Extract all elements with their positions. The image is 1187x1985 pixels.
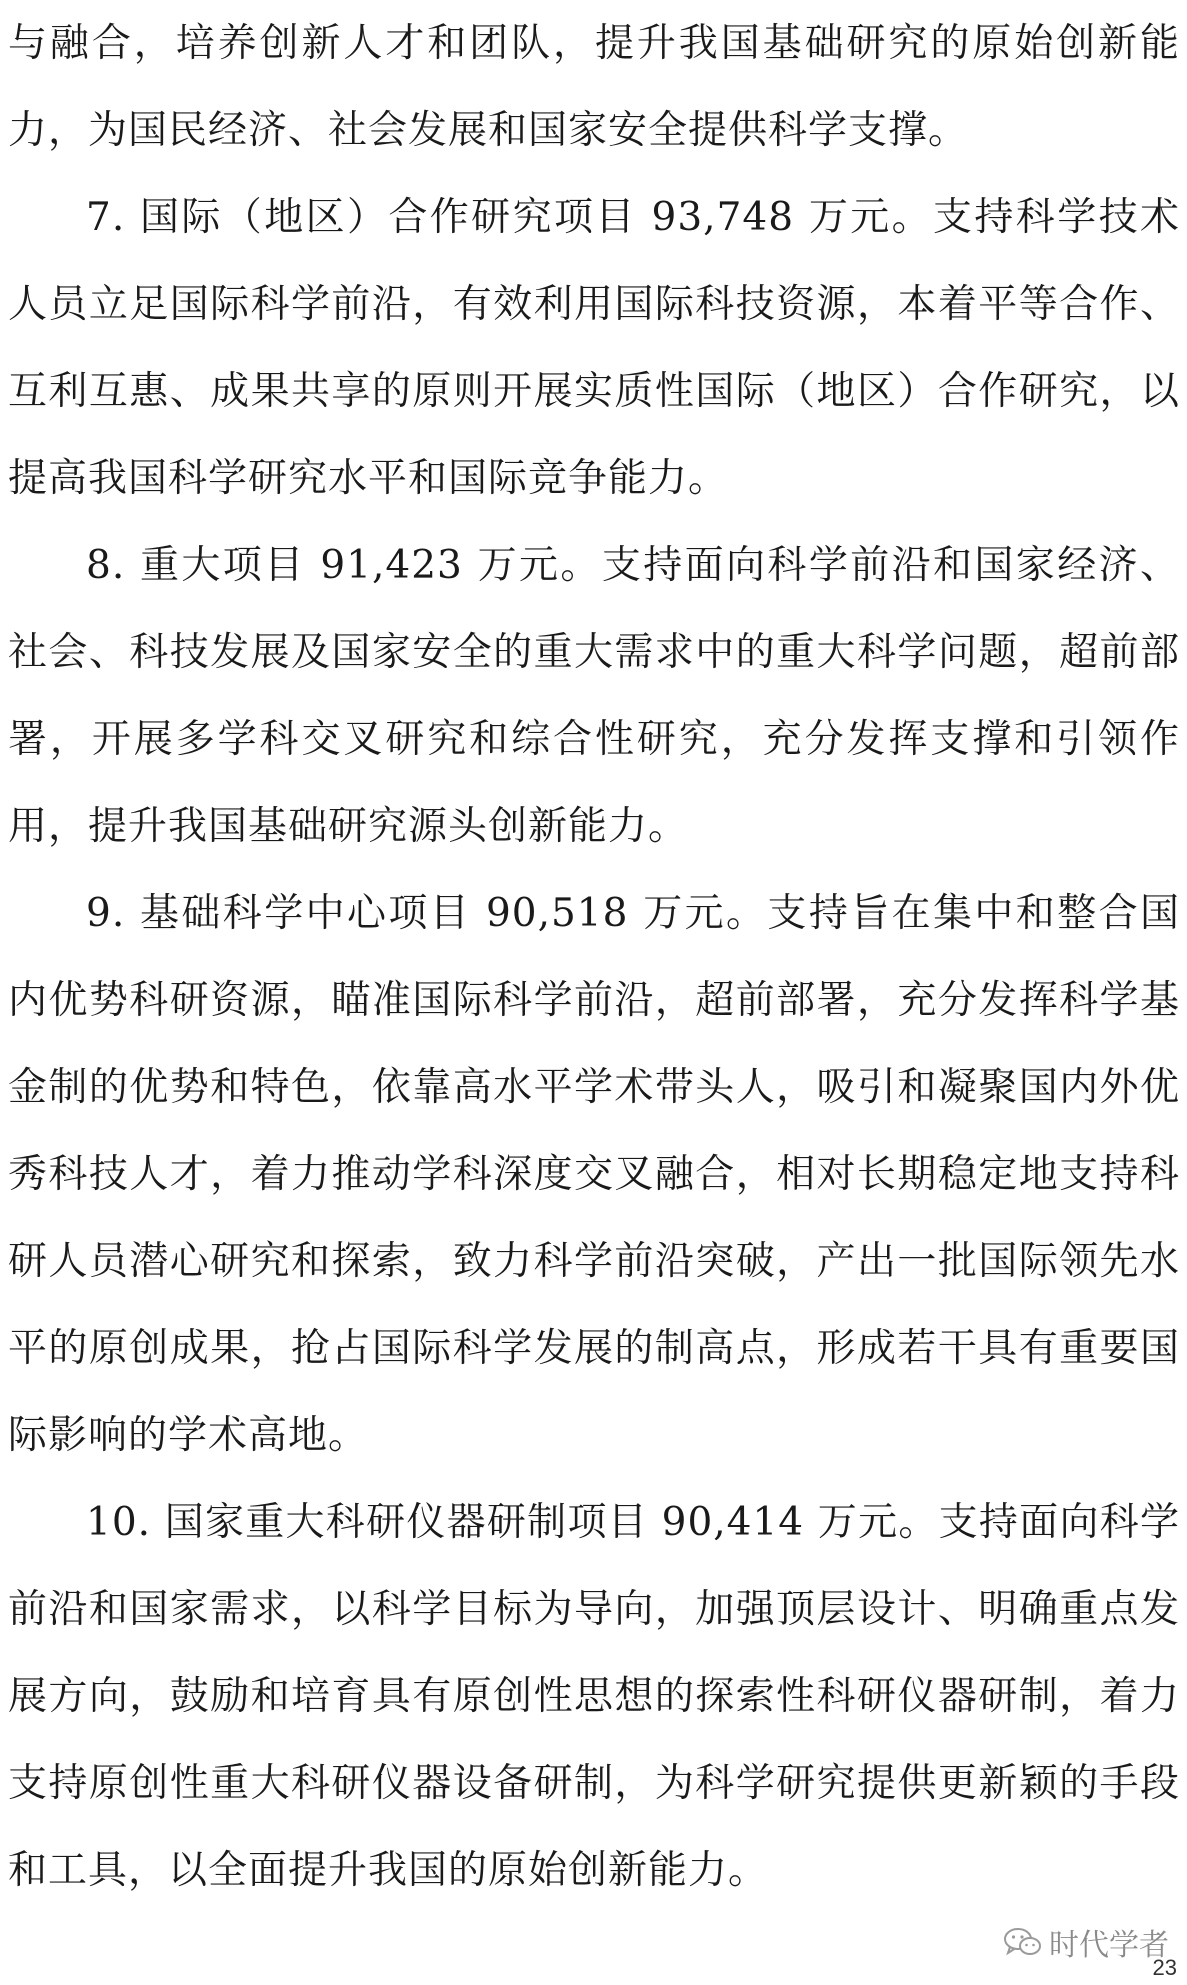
page-number: 23 xyxy=(1152,1955,1177,1980)
watermark-text: 时代学者 xyxy=(1049,1928,1169,1963)
paragraph-item-9: 9. 基础科学中心项目 90,518 万元。支持旨在集中和整合国内优势科研资源，瞄准国际科学前沿，超前部署，充分发挥科学基金制的优势和特色，依靠高水平学术带头人，吸引和凝聚国内外优秀科技人才，着力推动学科深度交叉融合，相对长期稳定地支持科研人员潜心研究和探索，致力科学前沿突破，产出一批国际领先水平的原创成果，抢占国际科学发展的制高点，形成若干具有重要国际影响的学术高地。 xyxy=(8,891,1180,1458)
paragraph-item-10: 10. 国家重大科研仪器研制项目 90,414 万元。支持面向科学前沿和国家需求，以科学目标为导向，加强顶层设计、明确重点发展方向，鼓励和培育具有原创性思想的探索性科研仪器研制，着力支持原创性重大科研仪器设备研制，为科学研究提供更新颖的手段和工具，以全面提升我国的原始创新能力。 xyxy=(8,1500,1180,1893)
document-body xyxy=(8,0,1180,1914)
paragraph-item-7: 7. 国际（地区）合作研究项目 93,748 万元。支持科学技术人员立足国际科学前沿，有效利用国际科技资源，本着平等合作、互利互惠、成果共享的原则开展实质性国际（地区）合作研究，以提高我国科学研究水平和国际竞争能力。 xyxy=(8,195,1180,501)
paragraph-continuation: 与融合，培养创新人才和团队，提升我国基础研究的原始创新能力，为国民经济、社会发展和国家安全提供科学支撑。 xyxy=(8,21,1180,153)
wechat-icon xyxy=(1003,1926,1043,1958)
watermark xyxy=(1003,1920,1169,1964)
paragraph-item-8: 8. 重大项目 91,423 万元。支持面向科学前沿和国家经济、社会、科技发展及国家安全的重大需求中的重大科学问题，超前部署，开展多学科交叉研究和综合性研究，充分发挥支撑和引领作用，提升我国基础研究源头创新能力。 xyxy=(8,543,1180,849)
